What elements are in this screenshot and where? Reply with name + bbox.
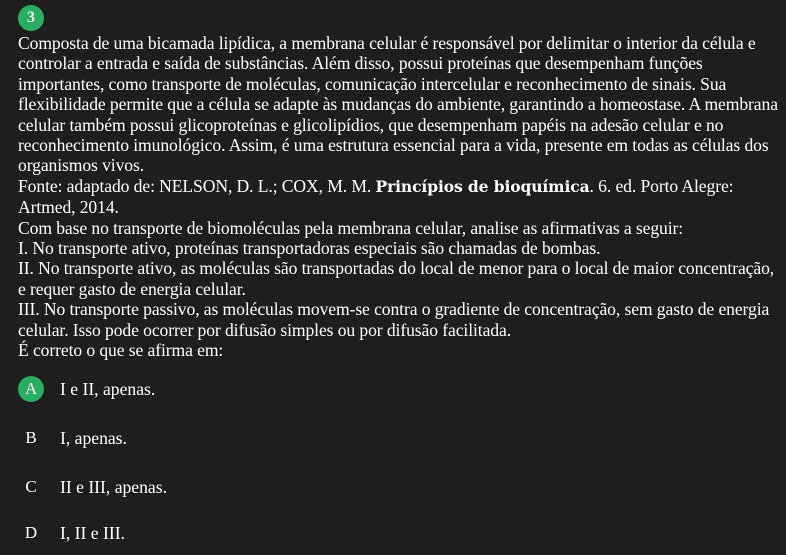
option-d-text: I, II e III.: [60, 522, 125, 543]
option-b[interactable]: [18, 425, 127, 451]
context-paragraph: Composta de uma bicamada lipídica, a membrana celular é responsável por delimitar o interior da célula e controlar a entrada e saída de substâncias. Além disso, possui proteínas que desempenham funções importantes, como transporte de moléculas, comunicação intercelular e reconhecimento de sinais. Sua flexibilidade permite que a célula se adapte às mudanças do ambiente, garantindo a homeostase. A membrana celular também possui glicoproteínas e glicolipídios, que desempenham papéis na adesão celular e no reconhecimento imunológico. Assim, é uma estrutura essencial para a vida, presente em todas as células dos organismos vivos.: [18, 33, 778, 176]
statement-2: II. No transporte ativo, as moléculas são transportadas do local de menor para o local de maior concentração, e requer gasto de energia celular.: [18, 258, 775, 299]
option-c[interactable]: [18, 474, 167, 500]
source-suffix: . 6. ed. Porto Alegre: Artmed, 2014.: [18, 175, 734, 218]
statement-3: III. No transporte passivo, as moléculas movem-se contra o gradiente de concentração, sem gasto de energia celular. Isso pode ocorrer por difusão simples ou por difusão facilitada.: [18, 299, 770, 340]
option-c-text: II e III, apenas.: [60, 476, 167, 497]
question-stem: [18, 33, 778, 361]
option-a-letter: A: [18, 376, 44, 402]
question-prompt: Com base no transporte de biomoléculas pela membrana celular, analise as afirmativas a seguir:: [18, 217, 684, 238]
option-c-letter: C: [25, 477, 37, 496]
option-b-text: I, apenas.: [60, 427, 127, 448]
option-d[interactable]: [18, 520, 125, 546]
source-prefix: Fonte: adaptado de: NELSON, D. L.; COX, M. M.: [18, 175, 376, 196]
question-text: É correto o que se afirma em:: [18, 340, 224, 361]
source-citation: [18, 176, 778, 218]
statement-1: I. No transporte ativo, proteínas transportadoras especiais são chamadas de bombas.: [18, 238, 601, 259]
option-a[interactable]: [18, 376, 155, 402]
option-a-text: I e II, apenas.: [60, 378, 156, 399]
option-b-letter: B: [25, 428, 37, 447]
source-title: Princípios de bioquímica: [375, 176, 590, 196]
option-d-letter: D: [24, 523, 38, 542]
question-number-badge: 3: [18, 5, 44, 31]
